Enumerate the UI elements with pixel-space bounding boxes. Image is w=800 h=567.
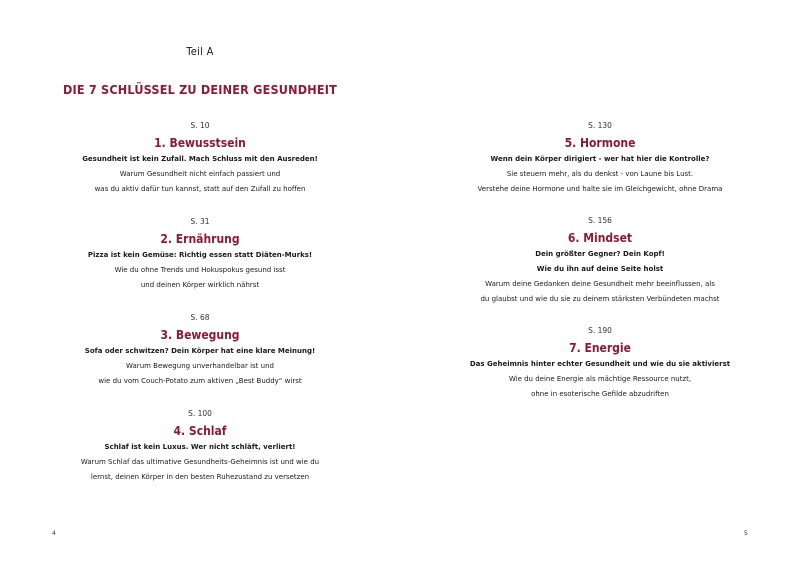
chapter-line: Gesundheit ist kein Zufall. Mach Schluss mit den Ausreden!	[82, 155, 318, 163]
chapter-title: 5. Hormone	[564, 136, 636, 150]
chapter-title: 6. Mindset	[567, 231, 633, 245]
chapter-line: ohne in esoterische Gefilde abzudriften	[531, 390, 669, 398]
chapter-line: und deinen Körper wirklich nährst	[140, 281, 260, 289]
chapter-line: lernst, deinen Körper in den besten Ruhezustand zu versetzen	[90, 473, 310, 481]
chapter-1	[0, 121, 400, 197]
chapter-line: Wie du deine Energie als mächtige Ressource nutzt,	[508, 375, 692, 383]
chapter-page-number: S. 130	[588, 121, 612, 130]
chapter-6	[400, 216, 800, 307]
chapter-title: 4. Schlaf	[173, 424, 227, 438]
chapter-line: Warum Schlaf das ultimative Gesundheits-Geheimnis ist und wie du	[80, 458, 320, 466]
chapter-line: Warum Bewegung unverhandelbar ist und	[126, 362, 274, 370]
chapter-line: Dein größter Gegner? Dein Kopf!	[535, 250, 665, 258]
chapter-line: Verstehe deine Hormone und halte sie im Gleichgewicht, ohne Drama	[477, 185, 723, 193]
chapter-line: Pizza ist kein Gemüse: Richtig essen statt Diäten-Murks!	[87, 251, 313, 259]
chapter-line: Wie du ohne Trends und Hokuspokus gesund isst	[114, 266, 286, 274]
chapter-title: 7. Energie	[569, 341, 631, 355]
chapter-title: 1. Bewusstsein	[154, 136, 246, 150]
chapter-7	[400, 326, 800, 402]
chapter-line: du glaubst und wie du sie zu deinem stärksten Verbündeten machst	[480, 295, 720, 303]
chapter-page-number: S. 156	[588, 216, 612, 225]
chapter-title: 2. Ernährung	[160, 232, 240, 246]
chapter-5	[400, 121, 800, 197]
chapter-page-number: S. 10	[190, 121, 210, 130]
chapter-line: Sofa oder schwitzen? Dein Körper hat eine klare Meinung!	[84, 347, 316, 355]
chapter-2	[0, 217, 400, 293]
chapter-page-number: S. 31	[190, 217, 210, 226]
right-page	[400, 0, 800, 567]
page-title: DIE 7 SCHLÜSSEL ZU DEINER GESUNDHEIT	[63, 82, 337, 97]
chapter-line: Warum deine Gedanken deine Gesundheit mehr beeinflussen, als	[485, 280, 715, 288]
chapter-line: Warum Gesundheit nicht einfach passiert und	[119, 170, 281, 178]
chapter-line: wie du vom Couch-Potato zum aktiven „Best Buddy“ wirst	[98, 377, 302, 385]
chapter-line: was du aktiv dafür tun kannst, statt auf den Zufall zu hoffen	[94, 185, 306, 193]
chapter-page-number: S. 190	[588, 326, 612, 335]
chapter-line: Sie steuern mehr, als du denkst - von Laune bis Lust.	[506, 170, 694, 178]
page-number-left: 4	[52, 530, 56, 537]
page-number-right: 5	[744, 530, 748, 537]
chapter-line: Das Geheimnis hinter echter Gesundheit und wie du sie aktivierst	[469, 360, 731, 368]
part-label: Teil A	[186, 45, 214, 58]
chapter-line: Wenn dein Körper dirigiert - wer hat hier die Kontrolle?	[490, 155, 710, 163]
chapter-page-number: S. 68	[190, 313, 210, 322]
chapter-line: Wie du ihn auf deine Seite holst	[536, 265, 664, 273]
chapter-page-number: S. 100	[188, 409, 212, 418]
chapter-line: Schlaf ist kein Luxus. Wer nicht schläft, verliert!	[104, 443, 296, 451]
chapter-title: 3. Bewegung	[160, 328, 240, 342]
chapter-3	[0, 313, 400, 389]
chapter-4	[0, 409, 400, 485]
